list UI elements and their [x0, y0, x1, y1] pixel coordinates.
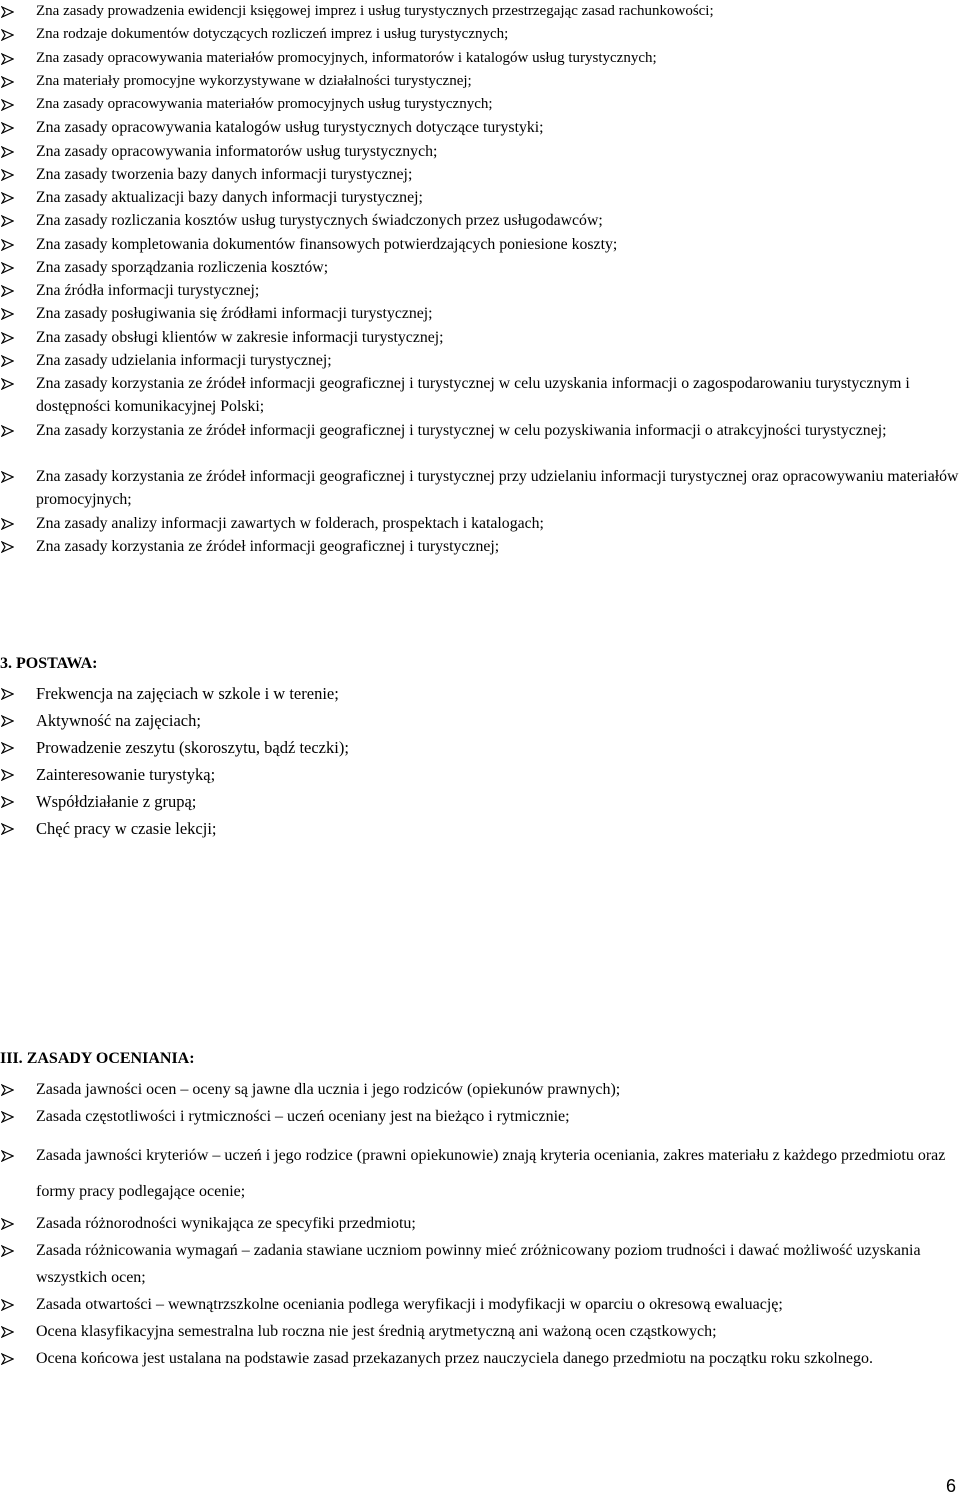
- list-item: Zna zasady opracowywania materiałów promocyjnych usług turystycznych;: [0, 93, 960, 116]
- knowledge-section: [0, 0, 960, 558]
- list-item: Zainteresowanie turystyką;: [0, 761, 960, 788]
- arrow-bullet-icon: [1, 1111, 14, 1123]
- arrow-bullet-icon: [1, 169, 14, 181]
- arrow-bullet-icon: [1, 53, 14, 65]
- list-item: Zna zasady opracowywania materiałów promocyjnych, informatorów i katalogów usług turystycznych;: [0, 47, 960, 70]
- arrow-bullet-icon: [1, 823, 14, 835]
- list-item: Zna materiały promocyjne wykorzystywane w działalności turystycznej;: [0, 70, 960, 93]
- list-item: Zna źródła informacji turystycznej;: [0, 279, 960, 302]
- arrow-bullet-icon: [1, 471, 14, 483]
- list-item: Ocena końcowa jest ustalana na podstawie zasad przekazanych przez nauczyciela danego przedmiotu na początku roku szkolnego.: [0, 1345, 960, 1372]
- arrow-bullet-icon: [1, 332, 14, 344]
- arrow-bullet-icon: [1, 262, 14, 274]
- arrow-bullet-icon: [1, 742, 14, 754]
- list-item: Zna zasady korzystania ze źródeł informacji geograficznej i turystycznej;: [0, 535, 960, 558]
- arrow-bullet-icon: [1, 355, 14, 367]
- arrow-bullet-icon: [1, 215, 14, 227]
- list-item: Zasada otwartości – wewnątrzszkolne oceniania podlega weryfikacji i modyfikacji w oparciu o okresową ewaluację;: [0, 1291, 960, 1318]
- list-item: Frekwencja na zajęciach w szkole i w terenie;: [0, 680, 960, 707]
- arrow-bullet-icon: [1, 518, 14, 530]
- list-item: Zna zasady korzystania ze źródeł informacji geograficznej i turystycznej przy udzielaniu informacji turystycznej oraz opracowywaniu materiałów promocyjnych;: [0, 465, 960, 512]
- list-item: Zasada różnicowania wymagań – zadania stawiane uczniom powinny mieć zróżnicowany poziom trudności i dawać możliwość uzyskania wszystkich ocen;: [0, 1237, 960, 1291]
- list-item: Zna zasady udzielania informacji turystycznej;: [0, 349, 960, 372]
- page-number: 6: [945, 1476, 956, 1496]
- list-item: Ocena klasyfikacyjna semestralna lub roczna nie jest średnią arytmetyczną ani ważoną ocen cząstkowych;: [0, 1318, 960, 1345]
- attitude-list: [0, 680, 960, 842]
- list-item: Zasada różnorodności wynikająca ze specyfiki przedmiotu;: [0, 1210, 960, 1237]
- list-item: Zasada częstotliwości i rytmiczności – uczeń oceniany jest na bieżąco i rytmicznie;: [0, 1103, 960, 1130]
- arrow-bullet-icon: [1, 378, 14, 390]
- list-item: Zna zasady opracowywania informatorów usług turystycznych;: [0, 140, 960, 163]
- arrow-bullet-icon: [1, 1299, 14, 1311]
- list-item: Zna rodzaje dokumentów dotyczących rozliczeń imprez i usług turystycznych;: [0, 23, 960, 46]
- grading-list: [0, 1076, 960, 1372]
- list-item: Zna zasady posługiwania się źródłami informacji turystycznej;: [0, 302, 960, 325]
- list-item: Zna zasady korzystania ze źródeł informacji geograficznej i turystycznej w celu uzyskania informacji o zagospodarowaniu turystycznym i dostępności komunikacyjnej Polski;: [0, 372, 960, 419]
- arrow-bullet-icon: [1, 239, 14, 251]
- list-item: Zasada jawności ocen – oceny są jawne dla ucznia i jego rodziców (opiekunów prawnych);: [0, 1076, 960, 1103]
- list-item: Zasada jawności kryteriów – uczeń i jego rodzice (prawni opiekunowie) znają kryteria oceniania, zakres materiału z każdego przedmiotu oraz formy pracy podlegające ocenie;: [0, 1138, 960, 1210]
- list-item: Zna zasady obsługi klientów w zakresie informacji turystycznej;: [0, 326, 960, 349]
- list-item: Współdziałanie z grupą;: [0, 788, 960, 815]
- arrow-bullet-icon: [1, 796, 14, 808]
- arrow-bullet-icon: [1, 425, 14, 437]
- arrow-bullet-icon: [1, 122, 14, 134]
- arrow-bullet-icon: [1, 688, 14, 700]
- list-item: Zna zasady prowadzenia ewidencji księgowej imprez i usług turystycznych przestrzegając zasad rachunkowości;: [0, 0, 960, 23]
- arrow-bullet-icon: [1, 1150, 14, 1162]
- arrow-bullet-icon: [1, 541, 14, 553]
- list-item: Zna zasady tworzenia bazy danych informacji turystycznej;: [0, 163, 960, 186]
- list-item: Zna zasady sporządzania rozliczenia kosztów;: [0, 256, 960, 279]
- arrow-bullet-icon: [1, 285, 14, 297]
- arrow-bullet-icon: [1, 1245, 14, 1257]
- list-item: Zna zasady opracowywania katalogów usług turystycznych dotyczące turystyki;: [0, 116, 960, 139]
- arrow-bullet-icon: [1, 1084, 14, 1096]
- grading-heading: III. ZASADY OCENIANIA:: [0, 1050, 195, 1067]
- arrow-bullet-icon: [1, 192, 14, 204]
- list-item: Chęć pracy w czasie lekcji;: [0, 815, 960, 842]
- arrow-bullet-icon: [1, 146, 14, 158]
- list-item: Zna zasady kompletowania dokumentów finansowych potwierdzających poniesione koszty;: [0, 233, 960, 256]
- knowledge-list: [0, 0, 960, 558]
- arrow-bullet-icon: [1, 1353, 14, 1365]
- list-item: Zna zasady analizy informacji zawartych w folderach, prospektach i katalogach;: [0, 512, 960, 535]
- arrow-bullet-icon: [1, 6, 14, 18]
- arrow-bullet-icon: [1, 99, 14, 111]
- grading-section: [0, 1076, 960, 1372]
- arrow-bullet-icon: [1, 76, 14, 88]
- list-item: Zna zasady rozliczania kosztów usług turystycznych świadczonych przez usługodawców;: [0, 209, 960, 232]
- attitude-heading: 3. POSTAWA:: [0, 655, 98, 672]
- arrow-bullet-icon: [1, 769, 14, 781]
- list-item: Prowadzenie zeszytu (skoroszytu, bądź teczki);: [0, 734, 960, 761]
- arrow-bullet-icon: [1, 715, 14, 727]
- arrow-bullet-icon: [1, 29, 14, 41]
- arrow-bullet-icon: [1, 1326, 14, 1338]
- attitude-section: [0, 680, 960, 842]
- list-item: Zna zasady aktualizacji bazy danych informacji turystycznej;: [0, 186, 960, 209]
- arrow-bullet-icon: [1, 1218, 14, 1230]
- arrow-bullet-icon: [1, 308, 14, 320]
- list-item: Zna zasady korzystania ze źródeł informacji geograficznej i turystycznej w celu pozyskiwania informacji o atrakcyjności turystycznej;: [0, 419, 960, 466]
- list-item: Aktywność na zajęciach;: [0, 707, 960, 734]
